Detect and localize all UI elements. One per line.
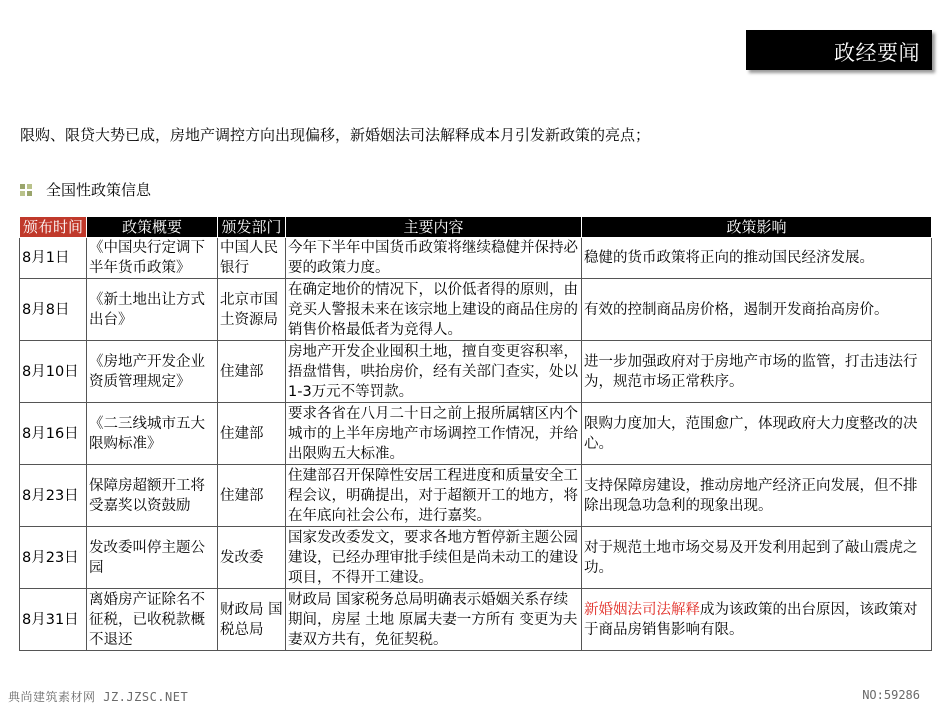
impact-text: 支持保障房建设，推动房地产经济正向发展，但不排除出现急功急利的现象出现。 <box>584 477 918 514</box>
cell-content: 要求各省在八月二十日之前上报所属辖区内个城市的上半年房地产市场调控工作情况，并给出限购五大标准。 <box>286 403 582 465</box>
table-row <box>20 341 932 403</box>
watermark-number: NO:59286 <box>862 688 920 702</box>
cell-policy: 《中国央行定调下半年货币政策》 <box>87 238 218 279</box>
cell-date: 8月10日 <box>20 341 87 403</box>
table-row <box>20 403 932 465</box>
cell-dept: 住建部 <box>218 465 286 527</box>
section-heading-label: 全国性政策信息 <box>46 181 152 199</box>
cell-content: 今年下半年中国货币政策将继续稳健并保持必要的政策力度。 <box>286 238 582 279</box>
cell-policy: 《二三线城市五大限购标准》 <box>87 403 218 465</box>
cell-policy: 《新土地出让方式出台》 <box>87 279 218 341</box>
table-row <box>20 279 932 341</box>
cell-impact <box>582 465 932 527</box>
cell-policy: 保障房超额开工将受嘉奖以资鼓励 <box>87 465 218 527</box>
column-header-policy: 政策概要 <box>87 217 218 238</box>
table-header-row <box>20 217 932 238</box>
cell-date: 8月23日 <box>20 527 87 589</box>
table-row <box>20 465 932 527</box>
cell-impact <box>582 403 932 465</box>
impact-text: 有效的控制商品房价格，遏制开发商抬高房价。 <box>584 301 889 318</box>
cell-dept: 北京市国土资源局 <box>218 279 286 341</box>
cell-impact <box>582 527 932 589</box>
cell-impact <box>582 238 932 279</box>
impact-text: 稳健的货币政策将正向的推动国民经济发展。 <box>584 250 874 266</box>
page-title: 政经要闻 <box>834 41 920 65</box>
section-heading <box>20 179 151 200</box>
cell-date: 8月1日 <box>20 238 87 279</box>
cell-policy: 发改委叫停主题公园 <box>87 527 218 589</box>
table-row <box>20 238 932 279</box>
cell-dept: 发改委 <box>218 527 286 589</box>
cell-impact <box>582 279 932 341</box>
cell-dept: 住建部 <box>218 341 286 403</box>
cell-content: 国家发改委发文，要求各地方暂停新主题公园建设，已经办理审批手续但是尚未动工的建设项目，不得开工建设。 <box>286 527 582 589</box>
cell-policy: 离婚房产证除名不征税，已收税款概不退还 <box>87 589 218 651</box>
impact-text: 进一步加强政府对于房地产市场的监管，打击违法行为，规范市场正常秩序。 <box>584 353 918 390</box>
cell-date: 8月16日 <box>20 403 87 465</box>
column-header-content: 主要内容 <box>286 217 582 238</box>
column-header-dept: 颁发部门 <box>218 217 286 238</box>
column-header-date: 颁布时间 <box>20 217 87 238</box>
cell-content: 住建部召开保障性安居工程进度和质量安全工程会议，明确提出，对于超额开工的地方，将在年底向社会公布，进行嘉奖。 <box>286 465 582 527</box>
impact-text: 限购力度加大，范围愈广，体现政府大力度整改的决心。 <box>584 415 918 452</box>
intro-text: 限购、限贷大势已成，房地产调控方向出现偏移，新婚姻法司法解释成本月引发新政策的亮点； <box>20 126 651 144</box>
page-title-box <box>746 30 932 70</box>
cell-impact <box>582 589 932 651</box>
impact-text: 成为该政策的出台原因，该政策对于商品房销售影响有限。 <box>584 601 918 638</box>
cell-content: 在确定地价的情况下，以价低者得的原则，由竞买人警报未来在该宗地上建设的商品住房的销售价格最低者为竞得人。 <box>286 279 582 341</box>
cell-date: 8月8日 <box>20 279 87 341</box>
watermark-site: 典尚建筑素材网 JZ.JZSC.NET <box>8 690 189 704</box>
cell-dept: 住建部 <box>218 403 286 465</box>
cell-content: 房地产开发企业囤积土地，擅自变更容积率，捂盘惜售，哄抬房价，经有关部门查实，处以1-3万元不等罚款。 <box>286 341 582 403</box>
cell-impact <box>582 341 932 403</box>
cell-content: 财政局 国家税务总局明确表示婚姻关系存续期间，房屋 土地 原属夫妻一方所有 变更为夫妻双方共有，免征契税。 <box>286 589 582 651</box>
cell-dept: 财政局 国税总局 <box>218 589 286 651</box>
cell-date: 8月31日 <box>20 589 87 651</box>
cell-policy: 《房地产开发企业资质管理规定》 <box>87 341 218 403</box>
impact-text: 对于规范土地市场交易及开发利用起到了敲山震虎之功。 <box>584 539 918 576</box>
table-row <box>20 589 932 651</box>
cell-dept: 中国人民银行 <box>218 238 286 279</box>
cell-date: 8月23日 <box>20 465 87 527</box>
column-header-impact: 政策影响 <box>582 217 932 238</box>
policy-table <box>19 216 932 651</box>
bullet-grid-icon <box>20 184 32 196</box>
impact-highlight: 新婚姻法司法解释 <box>584 601 700 618</box>
table-row <box>20 527 932 589</box>
